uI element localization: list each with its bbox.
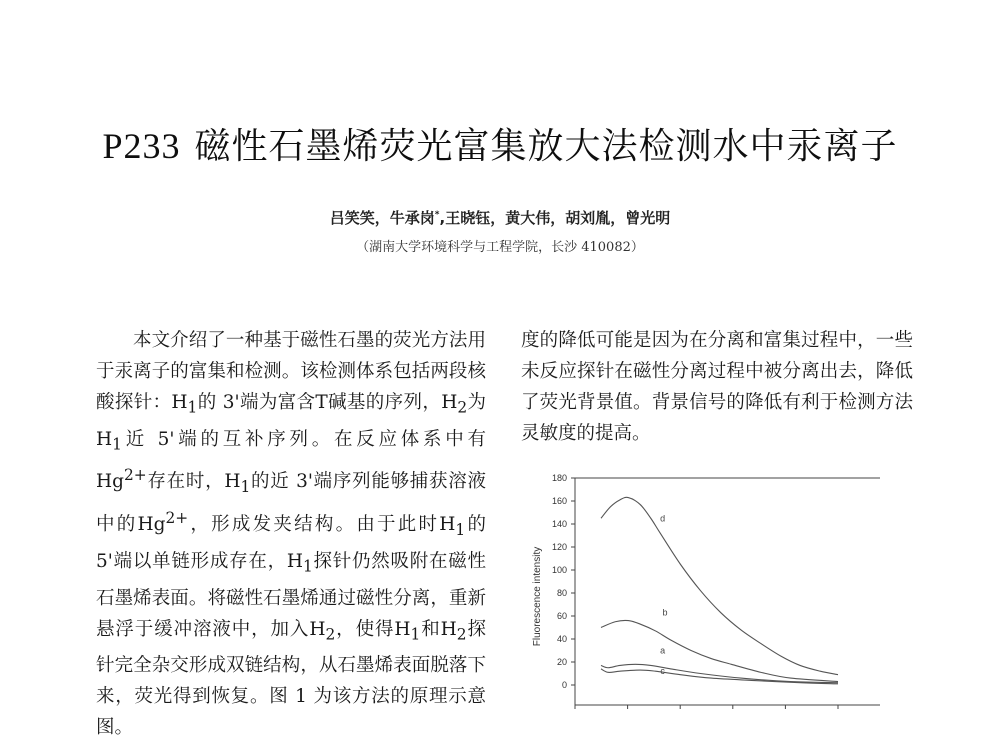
curve-a — [601, 664, 838, 682]
text-run: ，使得 — [335, 618, 395, 640]
curve-label-c: c — [660, 666, 665, 677]
probe-h2: H — [441, 392, 458, 413]
subscript: 1 — [455, 521, 466, 540]
subscript: 2 — [457, 398, 468, 417]
probe-h1: H — [171, 392, 188, 413]
probe-h2: H — [440, 618, 457, 640]
text-run: 的近 3'端序列能够捕获溶液中的 — [96, 471, 486, 536]
corresponding-author-mark: * — [434, 210, 440, 220]
probe-h1: H — [96, 428, 113, 450]
text-run: 探针仍然吸附在磁性石墨烯表面。将磁性石墨烯通过磁性分离，重新悬浮于缓冲溶液中，加入 — [96, 551, 486, 640]
body-paragraph-1 — [96, 325, 486, 743]
superscript: 2+ — [123, 466, 147, 485]
chart-canvas — [525, 465, 905, 725]
mercury-ion: Hg — [96, 471, 124, 493]
abstract-code: P233 — [102, 126, 181, 166]
authors-part-1: 吕笑笑，牛承岗 — [329, 209, 435, 227]
y-tick-label: 40 — [556, 634, 567, 644]
text-run: 近 5'端的互补序列。在反应体系中有 — [121, 428, 486, 450]
curve-label-b: b — [662, 607, 668, 618]
text-run: 探针完全杂交形成双链结构，从石墨烯表面脱落下来，荧光得到恢复。图 1 为该方法的原理示意图。 — [96, 618, 486, 739]
text-run: 本文介绍了一种基于磁性石墨的荧光方法用于汞离子的富集和检测。该检测体系包括两段核酸探针： — [96, 330, 486, 413]
y-axis-title: Fluorescence intensity — [532, 546, 543, 647]
y-tick-label: 160 — [551, 496, 567, 506]
text-run: 的 5'端以单链形成存在， — [96, 514, 486, 573]
author-list — [0, 207, 1000, 228]
curve-b — [601, 620, 838, 681]
fluorescence-chart — [525, 465, 905, 725]
subscript: 1 — [187, 398, 198, 417]
y-tick-label: 60 — [556, 611, 567, 621]
text-run: 为 — [467, 392, 486, 413]
probe-h1: H — [224, 471, 241, 493]
curve-label-d: d — [660, 513, 666, 524]
y-tick-label: 20 — [556, 657, 567, 667]
y-tick-label: 80 — [556, 588, 567, 598]
affiliation: （湖南大学环境科学与工程学院，长沙 410082） — [356, 240, 644, 255]
text-run: ，形成发夹结构。由于此时 — [188, 514, 440, 536]
probe-h1: H — [439, 514, 456, 536]
mercury-ion: Hg — [137, 514, 166, 536]
title-text: 磁性石墨烯荧光富集放大法检测水中汞离子 — [194, 126, 898, 167]
curve-label-a: a — [660, 645, 666, 656]
subscript: 1 — [410, 625, 421, 644]
body-paragraph-continued: 度的降低可能是因为在分离和富集过程中，一些未反应探针在磁性分离过程中被分离出去，降低了荧光背景值。背景信号的降低有利于检测方法灵敏度的提高。 — [521, 330, 913, 444]
authors-part-2: ,王晓钰，黄大伟，胡刘胤，曾光明 — [439, 209, 671, 227]
curve-d — [601, 497, 838, 677]
left-column — [96, 325, 486, 743]
probe-h1: H — [286, 551, 303, 573]
y-tick-label: 120 — [551, 542, 567, 552]
subscript: 1 — [112, 435, 122, 454]
superscript: 2+ — [165, 509, 189, 528]
subscript: 2 — [325, 625, 336, 644]
subscript: 1 — [240, 478, 251, 497]
y-tick-label: 140 — [551, 519, 567, 529]
paper-title — [0, 118, 1000, 169]
y-tick-label: 180 — [551, 473, 567, 483]
probe-h1: H — [394, 618, 411, 640]
probe-h2: H — [309, 618, 326, 640]
subscript: 2 — [456, 625, 467, 644]
text-run: 存在时， — [146, 471, 225, 493]
y-tick-label: 100 — [551, 565, 567, 575]
text-run: 和 — [420, 618, 441, 640]
text-run: 的 3'端为富含T碱基的序列， — [197, 392, 442, 413]
right-column — [521, 325, 913, 449]
subscript: 1 — [302, 557, 313, 576]
y-tick-label: 0 — [561, 680, 567, 690]
